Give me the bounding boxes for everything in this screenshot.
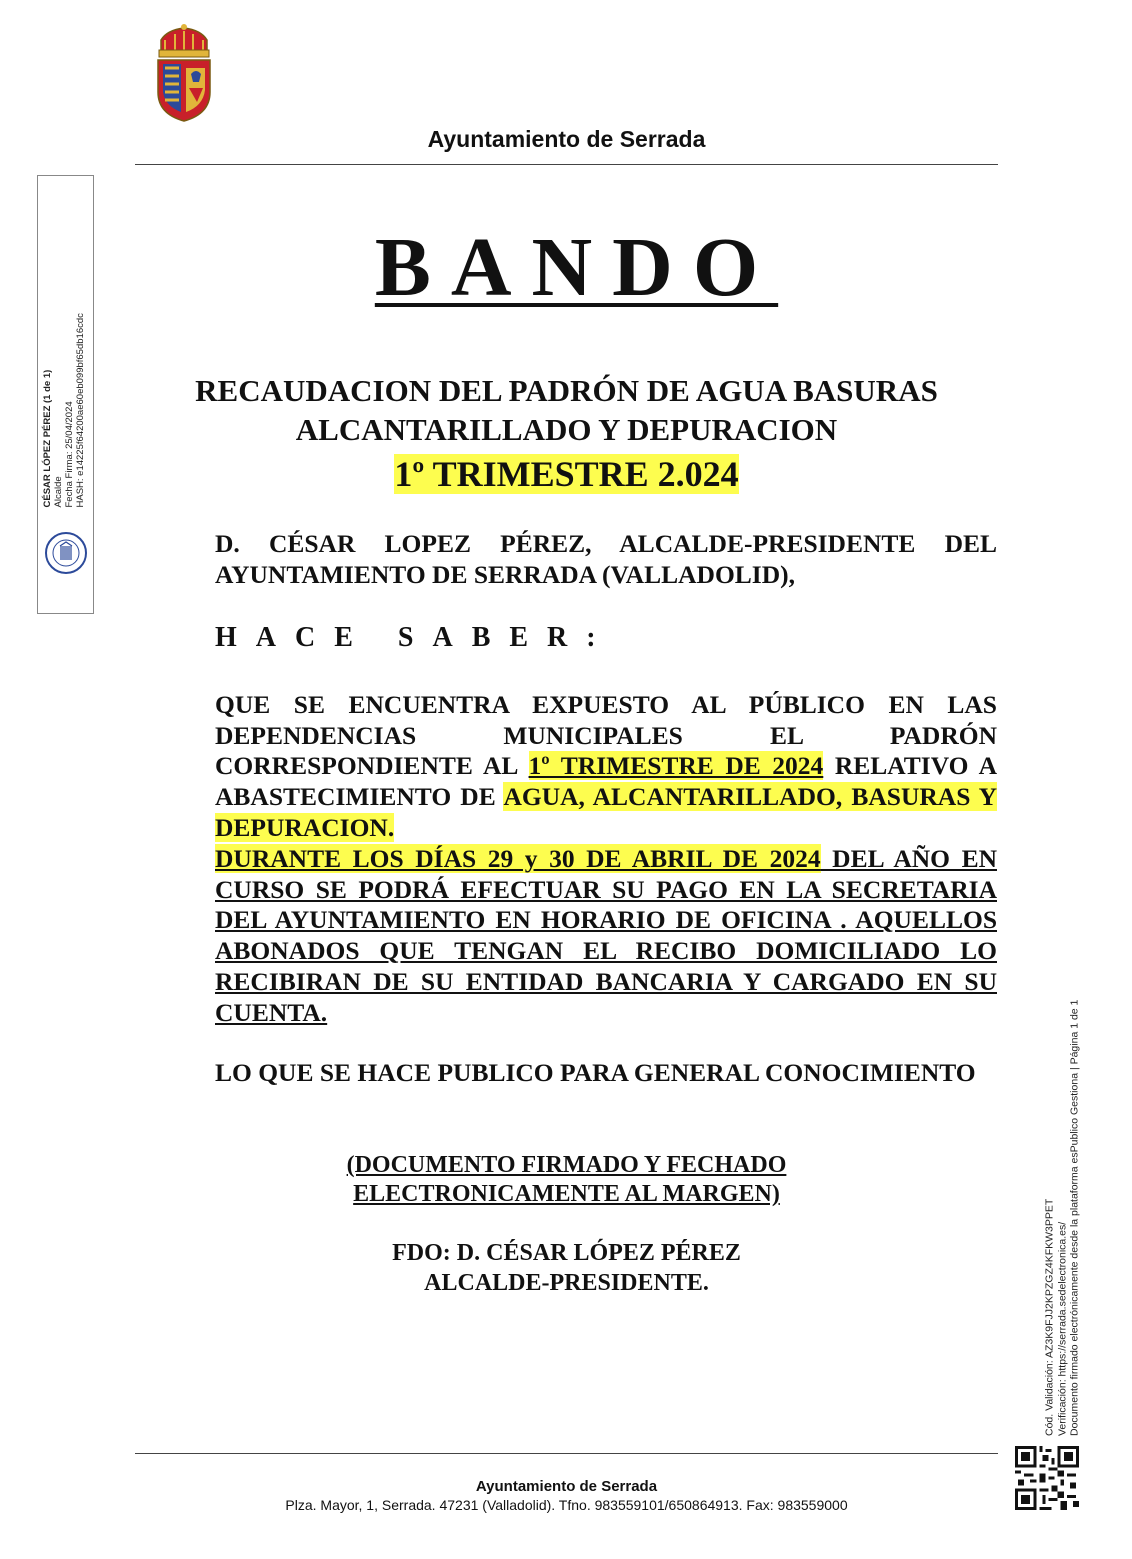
signed-note-line-2: ELECTRONICAMENTE AL MARGEN): [353, 1181, 780, 1207]
publication-paragraph: LO QUE SE HACE PUBLICO PARA GENERAL CONOCIMIENTO: [215, 1058, 976, 1087]
subject-period: 1º TRIMESTRE 2.024: [394, 454, 739, 494]
sign-date: Fecha Firma: 25/04/2024: [64, 400, 75, 507]
hace-saber-heading: HACE SABER:: [215, 622, 615, 653]
document-title: BANDO: [374, 221, 779, 314]
subject-line-1: RECAUDACION DEL PADRÓN DE AGUA BASURAS: [195, 373, 938, 408]
qr-code-icon: [1015, 1446, 1079, 1510]
subject-line-2: ALCANTARILLADO Y DEPURACION: [295, 412, 838, 447]
intro-paragraph: D. CÉSAR LOPEZ PÉREZ, ALCALDE-PRESIDENTE DEL AYUNTAMIENTO DE SERRADA (VALLADOLID),: [215, 529, 997, 589]
validation-code: Cód. Validación: AZ3K9FJJ2KPZGZ4KFKW3PPET: [1043, 1198, 1056, 1436]
official-seal-icon: [44, 531, 88, 575]
signature-hash: HASH: e14225f64200ae60eb099bf65db16cdc: [75, 312, 86, 507]
exposure-paragraph: QUE SE ENCUENTRA EXPUESTO AL PÚBLICO EN LAS DEPENDENCIAS MUNICIPALES EL PADRÓN CORRESPONDIENTE AL 1º TRIMESTRE DE 2024 RELATIVO A ABASTECIMIENTO DE AGUA, ALCANTARILLADO, BASURAS Y DEPURACION.: [215, 690, 997, 842]
payment-paragraph: DURANTE LOS DÍAS 29 y 30 DE ABRIL DE 2024 DEL AÑO EN CURSO SE PODRÁ EFECTUAR SU PAGO EN LA SECRETARIA DEL AYUNTAMIENTO EN HORARIO DE OFICINA . AQUELLOS ABONADOS QUE TENGAN EL RECIBO DOMICILIADO LO RECIBIRAN DE SU ENTIDAD BANCARIA Y CARGADO EN SU CUENTA.: [215, 844, 997, 1027]
signature-line-2: ALCALDE-PRESIDENTE.: [424, 1270, 709, 1296]
verification-sidebar: [1041, 968, 1083, 1436]
signer-name: CÉSAR LÓPEZ PÉREZ (1 de 1): [42, 369, 53, 507]
signature-stamp-box: [37, 175, 94, 614]
header-divider: [135, 164, 998, 165]
footer-address: Plza. Mayor, 1, Serrada. 47231 (Valladolid). Tfno. 983559101/650864913. Fax: 983559000: [285, 1497, 848, 1513]
footer-divider: [135, 1453, 998, 1454]
signer-role: Alcalde: [53, 475, 64, 507]
platform-note: Documento firmado electrónicamente desde la plataforma esPublico Gestiona | Página 1 de 1: [1068, 999, 1081, 1436]
footer-org-name: Ayuntamiento de Serrada: [475, 1478, 658, 1495]
signed-note-line-1: (DOCUMENTO FIRMADO Y FECHADO: [346, 1152, 787, 1178]
coat-of-arms-logo: [153, 22, 215, 124]
signature-line-1: FDO: D. CÉSAR LÓPEZ PÉREZ: [392, 1240, 741, 1266]
organization-header: Ayuntamiento de Serrada: [427, 126, 706, 152]
verification-url[interactable]: Verificación: https://serrada.sedelectronica.es/: [1055, 1221, 1068, 1436]
